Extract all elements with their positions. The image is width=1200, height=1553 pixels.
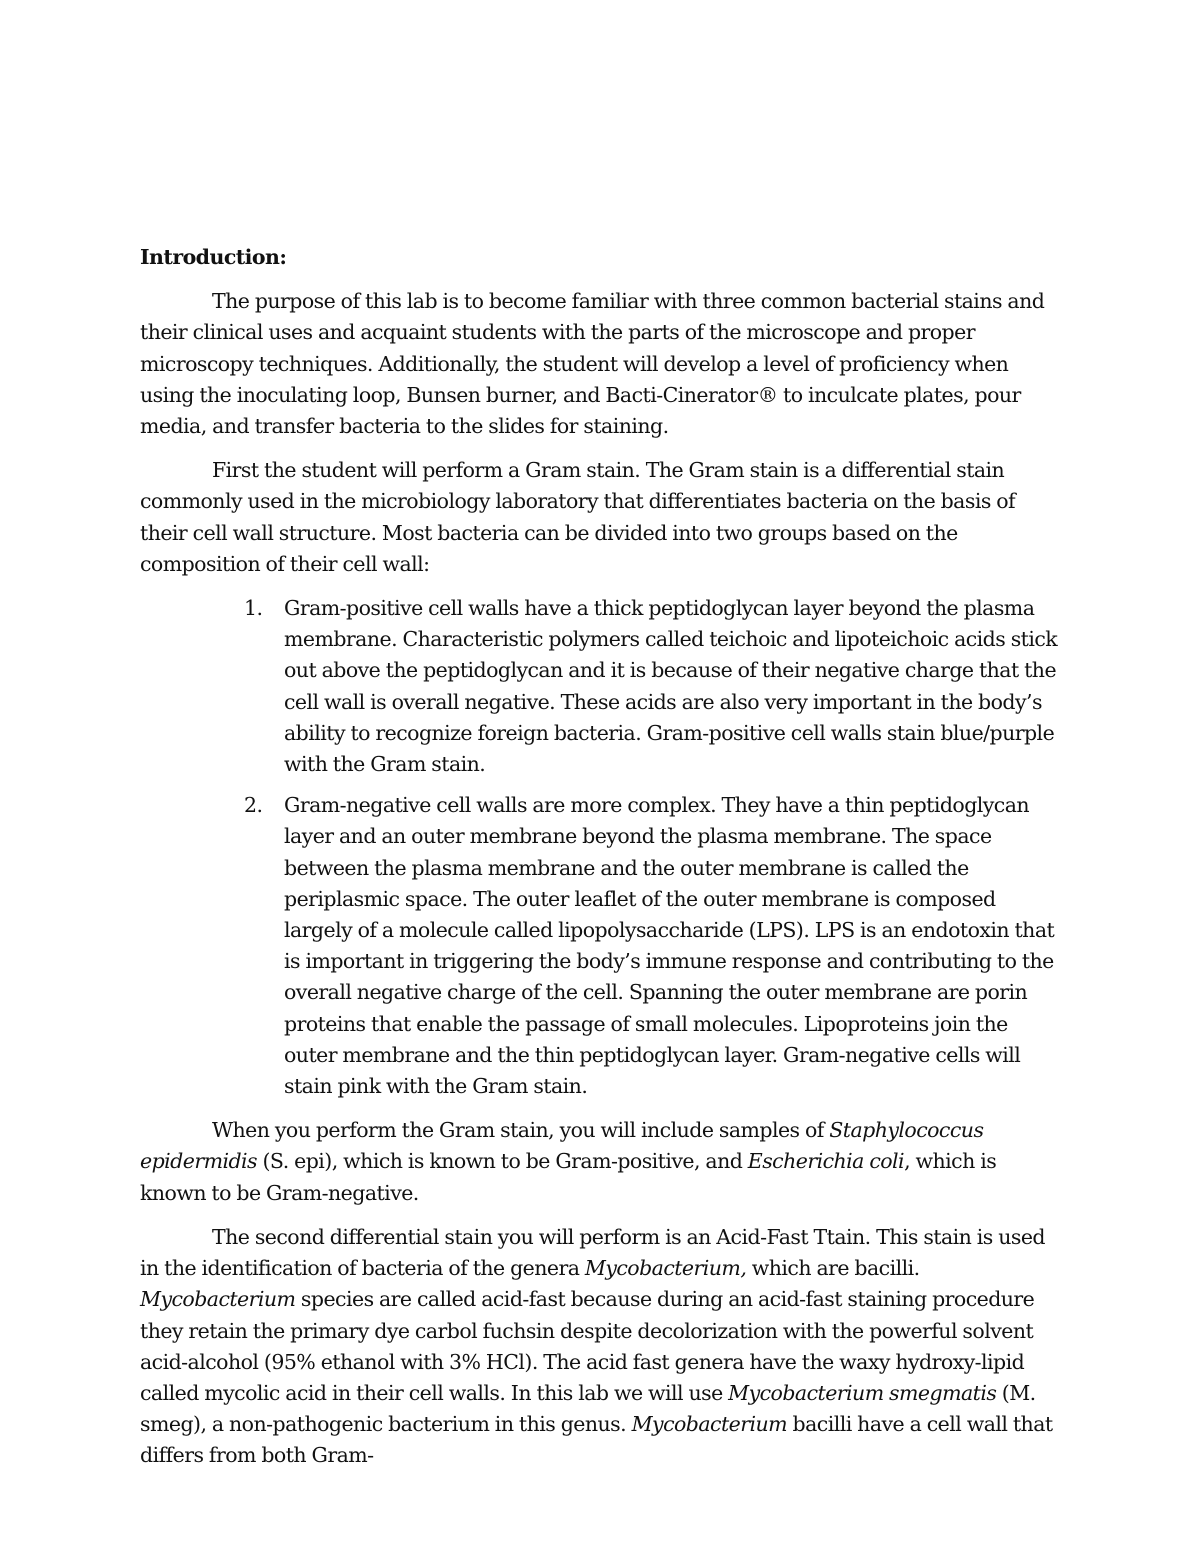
text-run: The second differential stain you will perform is an Acid-Fast Ttain. This stain is used in the identification of bacteria of the genera xyxy=(140,1224,1045,1281)
list-number: 1. xyxy=(244,596,263,621)
text-run: , which is known to be Gram-negative. xyxy=(140,1149,997,1205)
list-item xyxy=(140,790,1065,1102)
text-run: bacilli have a cell wall that differs from both Gram- xyxy=(140,1412,1053,1468)
cell-wall-list xyxy=(140,593,1065,1102)
genus-name: Mycobacterium, xyxy=(584,1256,747,1281)
species-name: Staphylococcus epidermidis xyxy=(140,1118,984,1174)
list-number: 2. xyxy=(244,793,263,818)
paragraph-samples xyxy=(140,1115,1065,1209)
list-item xyxy=(140,593,1065,780)
text-run: (S. epi), which is known to be Gram-positive, and xyxy=(257,1149,748,1174)
paragraph-acid-fast xyxy=(140,1222,1065,1472)
text-run: (M. smeg), a non-pathogenic bacterium in this genus. xyxy=(140,1380,1036,1437)
genus-name: Mycobacterium xyxy=(140,1287,296,1312)
list-item-text: Gram-negative cell walls are more complex. They have a thin peptidoglycan layer and an outer membrane beyond the plasma membrane. The space between the plasma membrane and the outer membrane is called the periplasmic space. The outer leaflet of the outer membrane is composed largely of a molecule called lipopolysaccharide (LPS). LPS is an endotoxin that is important in triggering the body’s immune response and contributing to the overall negative charge of the cell. Spanning the outer membrane are porin proteins that enable the passage of small molecules. Lipoproteins join the outer membrane and the thin peptidoglycan layer. Gram-negative cells will stain pink with the Gram stain. xyxy=(284,793,1055,1099)
text-run: When you perform the Gram stain, you will include samples of xyxy=(212,1118,830,1143)
document-page xyxy=(140,242,1065,1485)
genus-name: Mycobacterium xyxy=(631,1412,788,1437)
species-name: Mycobacterium smegmatis xyxy=(728,1380,997,1405)
paragraph-gram-stain: First the student will perform a Gram stain. The Gram stain is a differential stain commonly used in the microbiology laboratory that differentiates bacteria on the basis of their cell wall structure. Most bacteria can be divided into two groups based on the composition of their cell wall: xyxy=(140,458,1016,576)
species-name: Escherichia coli xyxy=(747,1149,905,1174)
paragraph-purpose: The purpose of this lab is to become familiar with three common bacterial stains and their clinical uses and acquaint students with the parts of the microscope and proper microscopy techniques. Additionally, the student will develop a level of proficiency when using the inoculating loop, Bunsen burner, and Bacti-Cinerator® to inculcate plates, pour media, and transfer bacteria to the slides for staining. xyxy=(140,289,1045,439)
text-run: which are bacilli. xyxy=(746,1256,920,1281)
text-run: species are called acid-fast because during an acid-fast staining procedure they retain the primary dye carbol fuchsin despite decolorization with the powerful solvent acid-alcohol (95% ethanol with 3% HCl). The acid fast genera have the waxy hydroxy-lipid called mycolic acid in their cell walls. In this lab we will use xyxy=(140,1287,1035,1405)
section-heading: Introduction: xyxy=(140,245,287,269)
list-item-text: Gram-positive cell walls have a thick peptidoglycan layer beyond the plasma membrane. Characteristic polymers called teichoic and lipoteichoic acids stick out above the peptidoglycan and it is because of their negative charge that the cell wall is overall negative. These acids are also very important in the body’s ability to recognize foreign bacteria. Gram-positive cell walls stain blue/purple with the Gram stain. xyxy=(284,596,1058,777)
